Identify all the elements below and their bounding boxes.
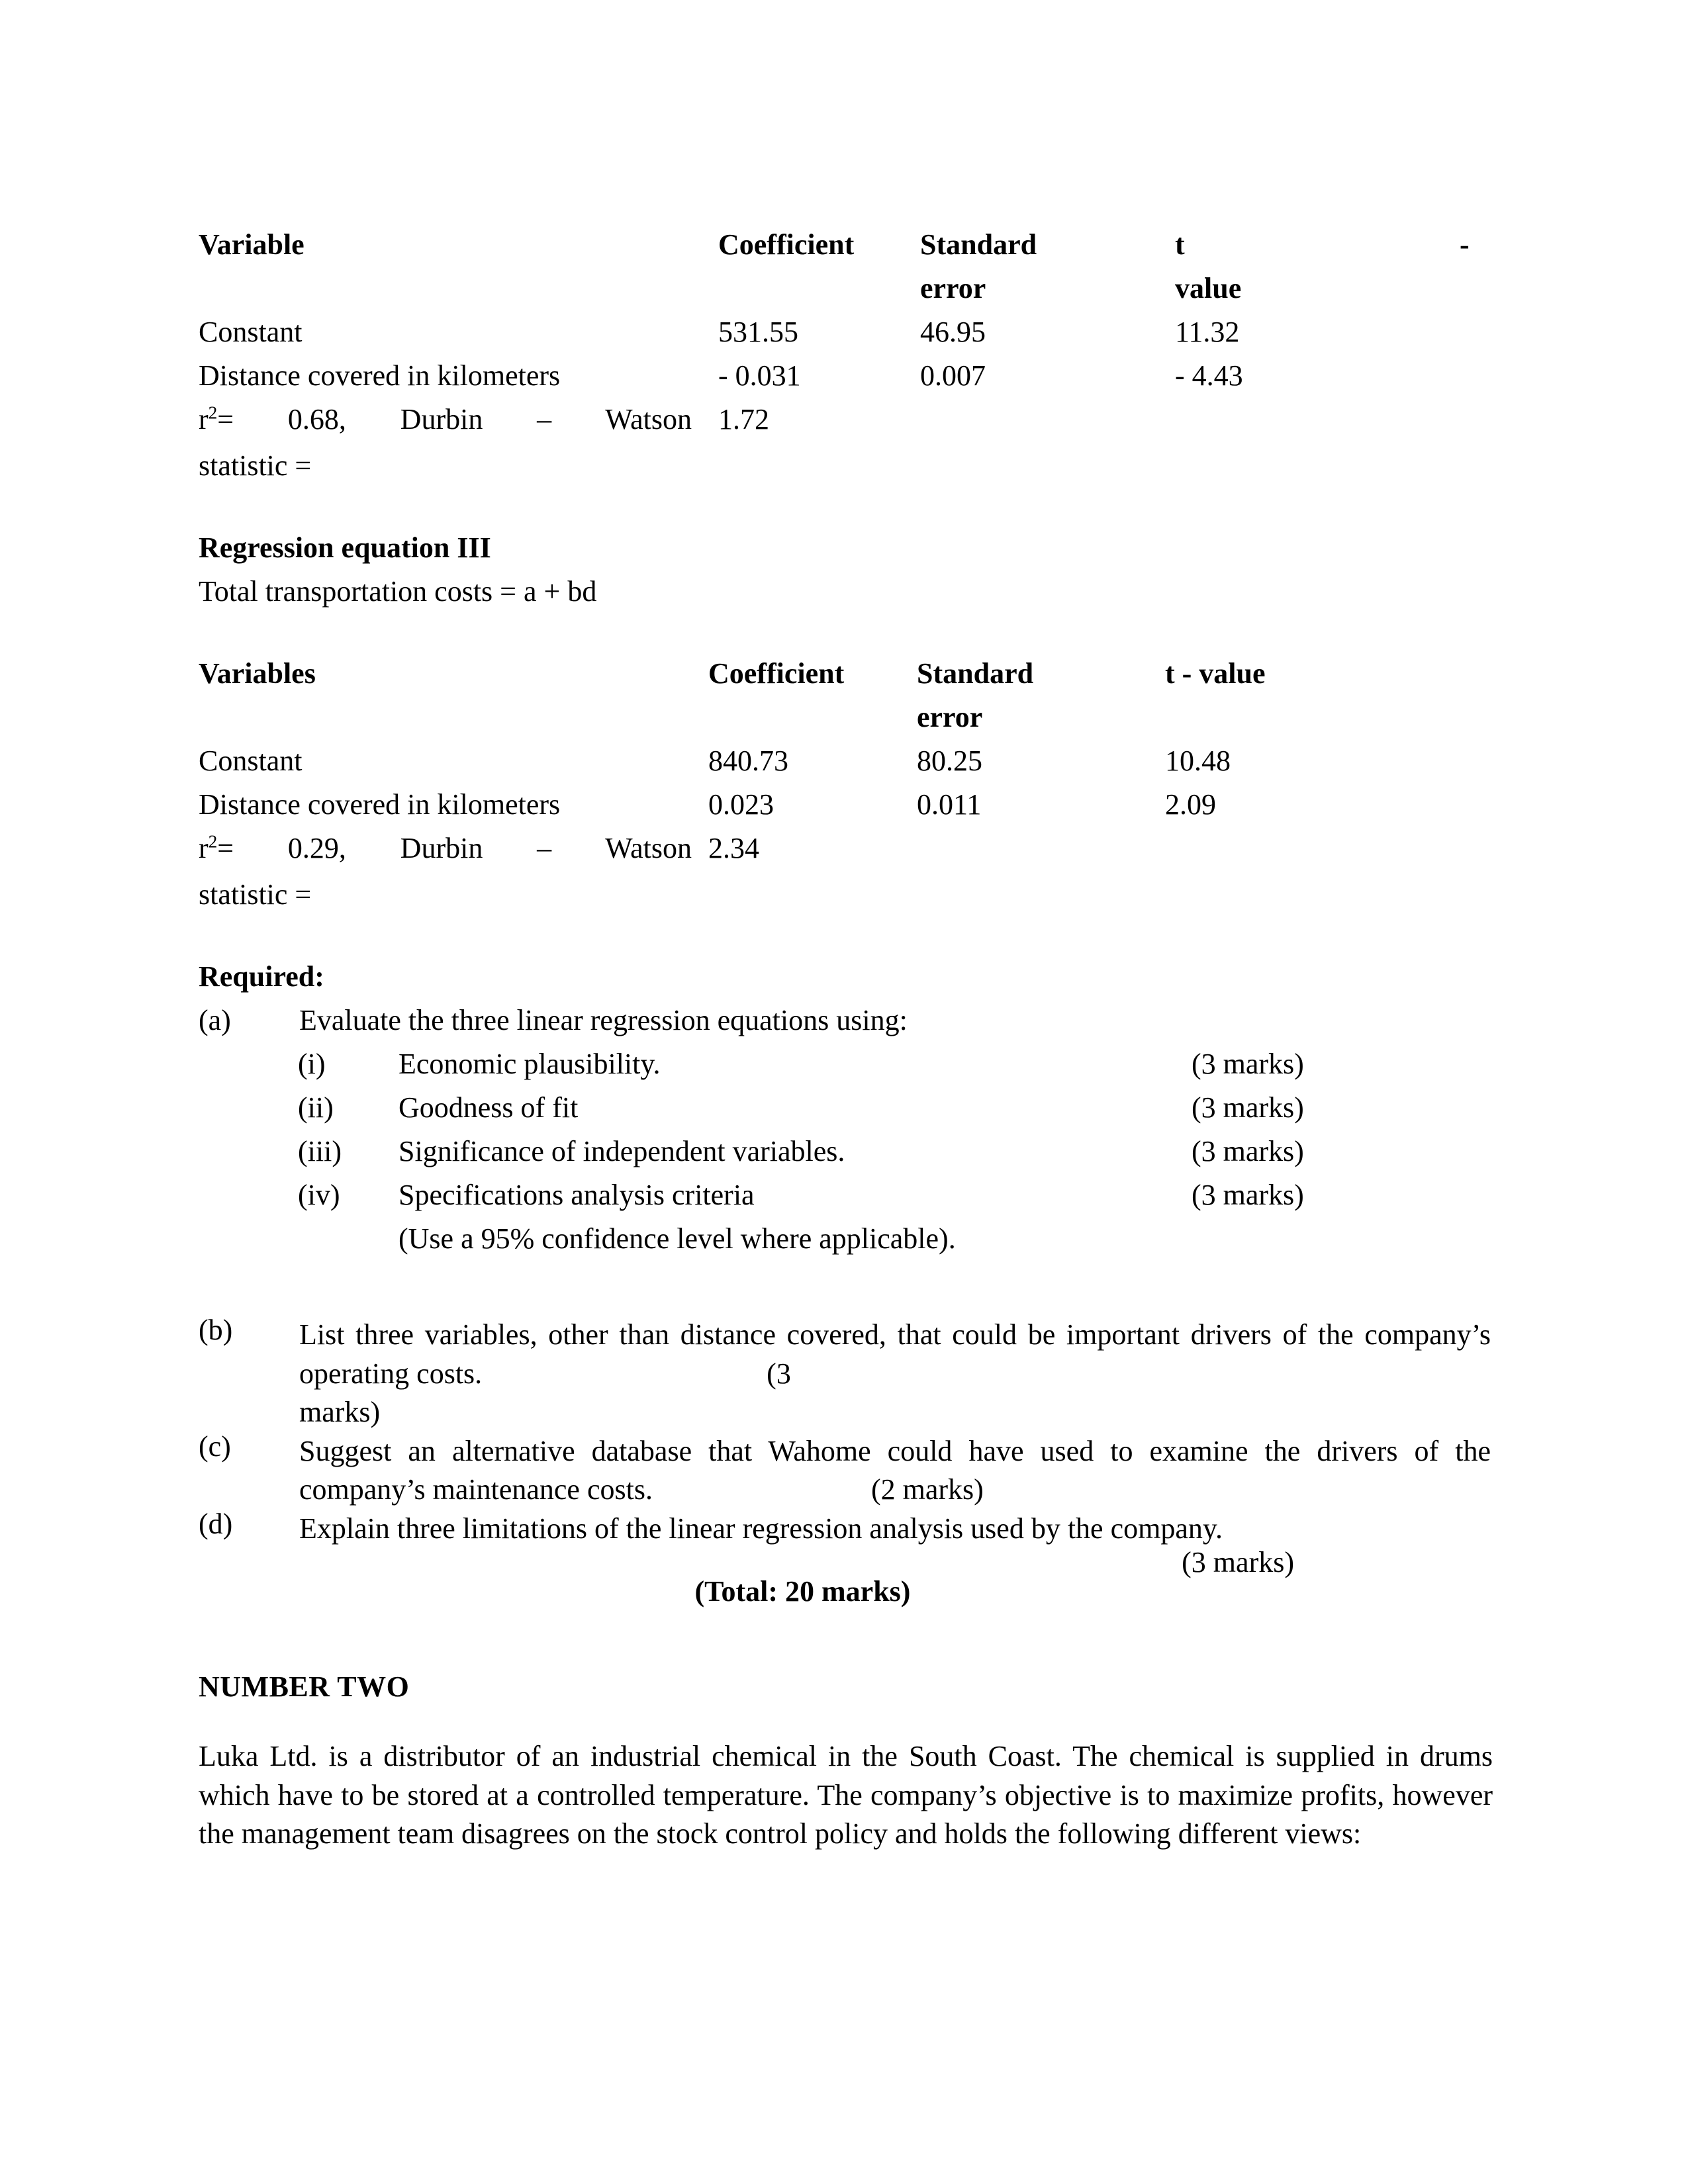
header-coefficient: Coefficient (708, 657, 845, 690)
required-subitem-i (199, 1050, 1493, 1093)
item-text-c (299, 1432, 1491, 1510)
header-variable: Variable (199, 228, 305, 261)
cell-t-value: 11.32 (1175, 316, 1240, 348)
equation-three-formula: Total transportation costs = a + bd (199, 575, 597, 608)
table-header-row-second-line (199, 703, 1493, 747)
required-item-a-note (199, 1224, 1493, 1268)
cell-coefficient: 0.023 (708, 788, 774, 821)
item-marker-b: (b) (199, 1314, 233, 1346)
spacer (199, 1654, 1493, 1672)
required-item-b (199, 1316, 1493, 1432)
subitem-marker-iii: (iii) (298, 1135, 342, 1167)
r-symbol: r (199, 832, 209, 864)
required-heading-row (199, 962, 1493, 1006)
number-two-paragraph: Luka Ltd. is a distributor of an industrial chemical in the South Coast. The chemical is supplied in drums which have to be stored at a controlled temperature. The company’s objective is to maximize profits, however the management team disagrees on the stock control policy and holds the following different views: (199, 1740, 1493, 1850)
cell-coefficient: 531.55 (718, 316, 798, 348)
r-symbol: r (199, 403, 209, 435)
header-variables: Variables (199, 657, 316, 690)
subitem-text-iv: Specifications analysis criteria (399, 1179, 755, 1211)
item-c-marks: (2 marks) (870, 1473, 984, 1506)
table-row (199, 747, 1493, 790)
cell-t-value: - 4.43 (1175, 359, 1243, 392)
cell-std-error: 0.007 (920, 359, 986, 392)
table-statistic-row (199, 880, 1493, 924)
r-squared-durbin-line (199, 402, 692, 435)
spacer (199, 495, 1493, 533)
subitem-text-ii: Goodness of fit (399, 1091, 579, 1124)
r-exponent: 2 (208, 831, 218, 852)
table-stats-row (199, 402, 1493, 451)
subitem-marker-i: (i) (298, 1048, 326, 1080)
header-t-dash: - (1460, 228, 1470, 261)
r-squared-text: = 0.68, Durbin – Watson (217, 403, 692, 435)
subitem-text-iii: Significance of independent variables. (399, 1135, 845, 1167)
subitem-marks-iv: (3 marks) (1192, 1179, 1304, 1211)
header-t-value: t - value (1165, 657, 1266, 690)
required-heading: Required: (199, 960, 324, 993)
durbin-watson-value: 1.72 (718, 403, 769, 435)
table-header-row-second-line (199, 274, 1493, 318)
table-stats-row (199, 831, 1493, 880)
item-text-b (299, 1316, 1491, 1393)
statistic-label: statistic = (199, 449, 312, 482)
spacer (199, 621, 1493, 659)
header-coefficient: Coefficient (718, 228, 855, 261)
item-text-d: Explain three limitations of the linear regression analysis used by the company. (299, 1512, 1223, 1545)
r-squared-text: = 0.29, Durbin – Watson (217, 832, 692, 864)
header-value: value (1175, 272, 1242, 304)
subitem-text-i: Economic plausibility. (399, 1048, 661, 1080)
cell-std-error: 46.95 (920, 316, 986, 348)
cell-coefficient: 840.73 (708, 745, 788, 777)
required-item-c (199, 1432, 1493, 1510)
confidence-level-note: (Use a 95% confidence level where applicable). (399, 1222, 956, 1255)
spacer (199, 924, 1493, 962)
item-b-marks-inline: (3 (767, 1357, 791, 1390)
table-statistic-row (199, 451, 1493, 495)
item-d-marks: (3 marks) (1182, 1546, 1294, 1579)
header-t: t (1175, 228, 1185, 261)
cell-t-value: 10.48 (1165, 745, 1231, 777)
page-content (199, 230, 1493, 1854)
item-text-a: Evaluate the three linear regression equations using: (299, 1004, 908, 1036)
required-subitem-iv (199, 1181, 1493, 1224)
item-b-body: List three variables, other than distance covered, that could be important drivers of the company’s operating costs. (299, 1318, 1491, 1390)
r-squared-durbin-line (199, 831, 692, 864)
spacer (199, 1719, 1493, 1737)
r-exponent: 2 (208, 402, 218, 423)
cell-std-error: 80.25 (917, 745, 982, 777)
total-marks: (Total: 20 marks) (694, 1575, 911, 1608)
required-item-d (199, 1507, 1493, 1579)
equation-three-formula-row (199, 577, 1493, 621)
item-c-body: Suggest an alternative database that Wahome could have used to examine the drivers of the company’s maintenance costs. (299, 1434, 1491, 1506)
item-marker-c: (c) (199, 1430, 231, 1463)
item-marker-a: (a) (199, 1004, 231, 1036)
subitem-marker-ii: (ii) (298, 1091, 334, 1124)
spacer (199, 1268, 1493, 1316)
cell-variable: Distance covered in kilometers (199, 788, 561, 821)
cell-variable: Constant (199, 745, 303, 777)
cell-coefficient: - 0.031 (718, 359, 801, 392)
subitem-marks-iii: (3 marks) (1192, 1135, 1304, 1167)
subitem-marks-ii: (3 marks) (1192, 1091, 1304, 1124)
cell-variable: Constant (199, 316, 303, 348)
number-two-heading: NUMBER TWO (199, 1670, 410, 1704)
required-subitem-iii (199, 1137, 1493, 1181)
table-row (199, 318, 1493, 361)
cell-std-error: 0.011 (917, 788, 982, 821)
spacer (199, 1606, 1493, 1654)
header-standard: Standard (917, 657, 1034, 690)
cell-variable: Distance covered in kilometers (199, 359, 561, 392)
table-header-row (199, 659, 1493, 703)
regression-table-three (199, 659, 1493, 924)
header-error: error (920, 272, 986, 304)
required-item-a (199, 1006, 1493, 1050)
item-b-marks-wrap: marks) (299, 1396, 381, 1429)
statistic-label: statistic = (199, 878, 312, 911)
header-standard: Standard (920, 228, 1037, 261)
header-error: error (917, 701, 983, 733)
number-two-heading-row (199, 1672, 1493, 1719)
required-subitem-ii (199, 1093, 1493, 1137)
table-header-row (199, 230, 1493, 274)
equation-three-heading-row (199, 533, 1493, 577)
subitem-marker-iv: (iv) (298, 1179, 340, 1211)
subitem-marks-i: (3 marks) (1192, 1048, 1304, 1080)
regression-table-two (199, 230, 1493, 495)
table-row (199, 790, 1493, 834)
table-row (199, 361, 1493, 405)
equation-three-heading: Regression equation III (199, 531, 491, 564)
item-marker-d: (d) (199, 1507, 233, 1540)
cell-t-value: 2.09 (1165, 788, 1216, 821)
durbin-watson-value: 2.34 (708, 832, 759, 864)
